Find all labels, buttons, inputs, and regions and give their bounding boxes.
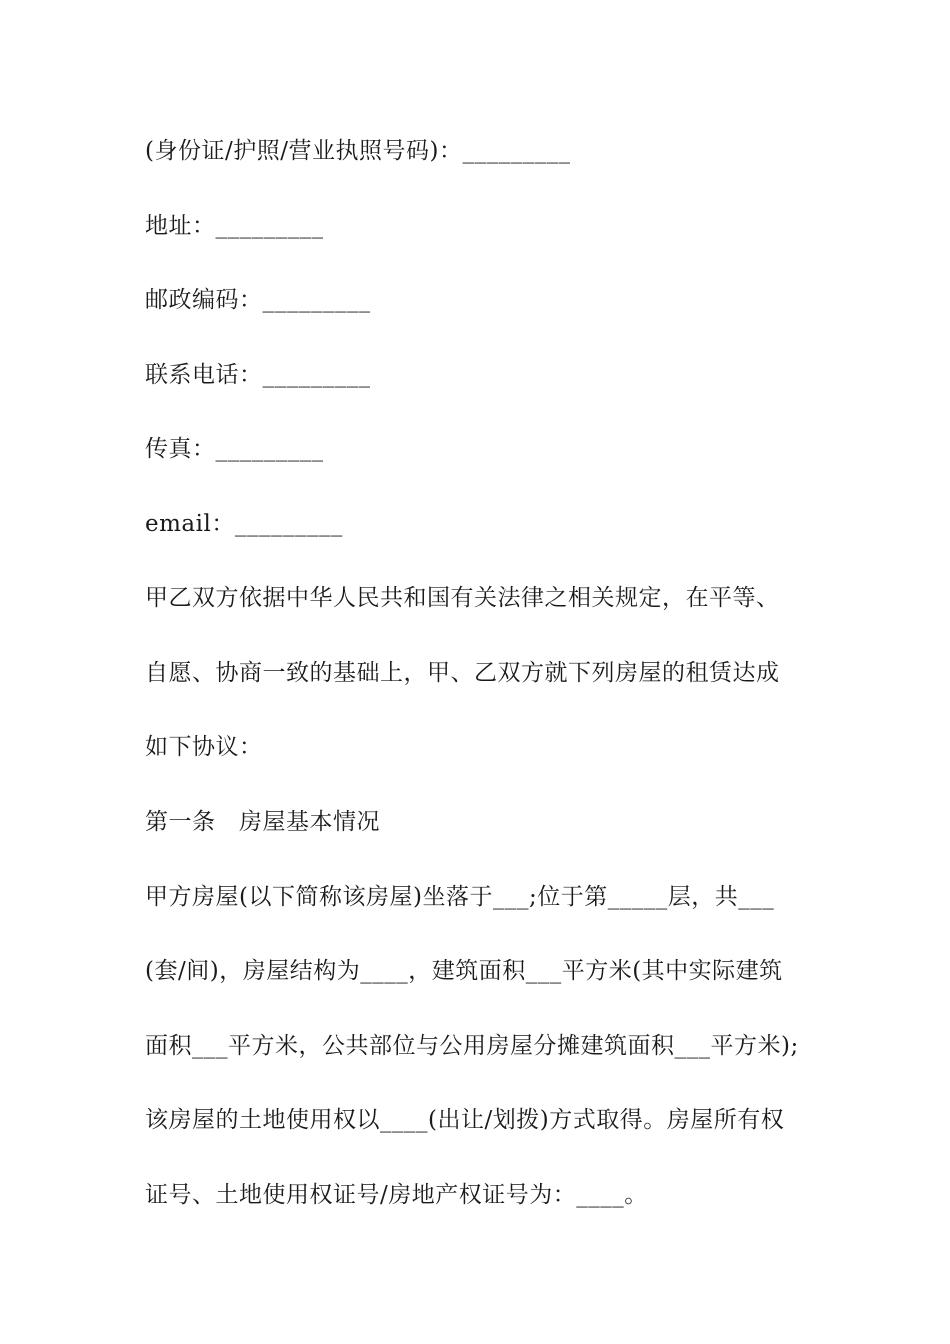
address-field-line: 地址：_________ <box>145 213 324 239</box>
article-1-heading: 第一条 房屋基本情况 <box>145 809 380 835</box>
article-1-body-line-2: (套/间)，房屋结构为____，建筑面积___平方米(其中实际建筑 <box>145 958 783 984</box>
fax-field-line: 传真：_________ <box>145 436 324 462</box>
email-field-line: email：_________ <box>145 511 343 537</box>
preamble-line-2: 自愿、协商一致的基础上，甲、乙双方就下列房屋的租赁达成 <box>145 660 780 686</box>
article-1-body-line-4: 该房屋的土地使用权以____(出让/划拨)方式取得。房屋所有权 <box>145 1107 785 1133</box>
preamble-line-1: 甲乙双方依据中华人民共和国有关法律之相关规定，在平等、 <box>145 585 780 611</box>
preamble-line-3: 如下协议： <box>145 734 263 760</box>
article-1-body-line-5: 证号、土地使用权证号/房地产权证号为：____。 <box>145 1182 648 1208</box>
postal-code-field-line: 邮政编码：_________ <box>145 287 371 313</box>
article-1-body-line-3: 面积___平方米，公共部位与公用房屋分摊建筑面积___平方米); <box>145 1033 799 1059</box>
id-number-field-line: (身份证/护照/营业执照号码)：_________ <box>145 138 571 164</box>
phone-field-line: 联系电话：_________ <box>145 362 371 388</box>
article-1-body-line-1: 甲方房屋(以下简称该房屋)坐落于___;位于第_____层，共___ <box>145 884 775 910</box>
